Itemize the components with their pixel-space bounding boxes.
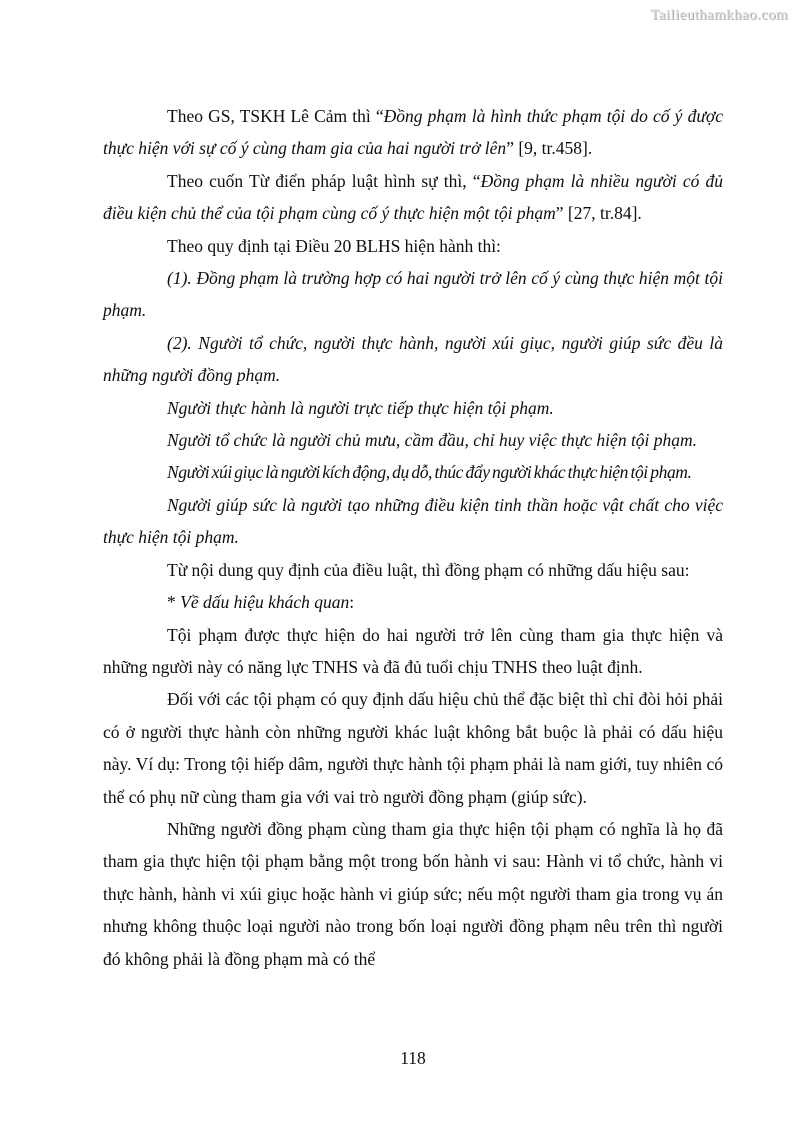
paragraph (103, 327, 723, 392)
text-segment: Những người đồng phạm cùng tham gia thực hiện tội phạm có nghĩa là họ đã tham gia thực hiện tội phạm bằng một trong bốn hành vi sau: Hành vi tổ chức, hành vi thực hành, hành vi xúi giục hoặc hành vi giúp sức; nếu một người tham gia trong vụ án nhưng không thuộc loại người nào trong bốn loại người đồng phạm nêu trên thì người đó không phải là đồng phạm mà có thể (103, 818, 723, 969)
paragraph (103, 489, 723, 554)
italic-text-segment: Về dấu hiệu khách quan (180, 592, 350, 613)
paragraph (103, 619, 723, 684)
paragraph (103, 262, 723, 327)
italic-text-segment: Đồng phạm là nhiều người có đủ điều kiện chủ thể của tội phạm cùng cố ý thực hiện một tội phạm (103, 170, 723, 224)
paragraph (103, 165, 723, 230)
document-body (103, 100, 723, 975)
italic-text-segment: (1). Đồng phạm là trường hợp có hai người trở lên cố ý cùng thực hiện một tội phạm. (103, 268, 723, 321)
paragraph (103, 456, 723, 488)
italic-text-segment: Người thực hành là người trực tiếp thực hiện tội phạm. (167, 397, 554, 418)
italic-text-segment: Người tổ chức là người chủ mưu, cầm đầu, chỉ huy việc thực hiện tội phạm. (167, 430, 698, 451)
text-segment: Đối với các tội phạm có quy định dấu hiệu chủ thể đặc biệt thì chỉ đòi hỏi phải có ở người thực hành còn những người khác luật không bắt buộc là phải có dấu hiệu này. Ví dụ: Trong tội hiếp dâm, người thực hành tội phạm phải là nam giới, tuy nhiên có thể có phụ nữ cùng tham gia với vai trò người đồng phạm (giúp sức). (103, 689, 723, 807)
paragraph (103, 230, 723, 262)
paragraph (103, 586, 723, 618)
text-segment: Theo GS, TSKH Lê Cảm thì “ (167, 106, 384, 126)
paragraph (103, 392, 723, 424)
paragraph (103, 424, 723, 456)
italic-text-segment: Đồng phạm là hình thức phạm tội do cố ý được thực hiện với sự cố ý cùng tham gia của hai người trở lên (103, 106, 723, 159)
page-number: 118 (400, 1048, 426, 1068)
text-segment: Theo quy định tại Điều 20 BLHS hiện hành thì: (167, 235, 501, 256)
text-segment: : (349, 592, 355, 613)
italic-text-segment: Người giúp sức là người tạo những điều kiện tinh thần hoặc vật chất cho việc thực hiện tội phạm. (103, 494, 723, 548)
text-segment: ” [9, tr.458]. (506, 138, 593, 159)
paragraph (103, 683, 723, 813)
watermark: Tailieuthamkhao.com (650, 7, 788, 23)
text-segment: ” [27, tr.84]. (555, 203, 642, 224)
paragraph (103, 100, 723, 165)
italic-text-segment: Người xúi giục là người kích động, dụ dỗ, thúc đẩy người khác thực hiện tội phạm. (167, 462, 692, 483)
text-segment: Tội phạm được thực hiện do hai người trở lên cùng tham gia thực hiện và những người này có năng lực TNHS và đã đủ tuổi chịu TNHS theo luật định. (103, 624, 723, 677)
italic-text-segment: (2). Người tổ chức, người thực hành, người xúi giục, người giúp sức đều là những người đồng phạm. (103, 332, 723, 386)
text-segment: Từ nội dung quy định của điều luật, thì đồng phạm có những dấu hiệu sau: (167, 559, 690, 580)
paragraph (103, 554, 723, 586)
text-segment: * (167, 592, 181, 613)
text-segment: Theo cuốn Từ điển pháp luật hình sự thì, “ (167, 170, 481, 191)
paragraph (103, 813, 723, 975)
